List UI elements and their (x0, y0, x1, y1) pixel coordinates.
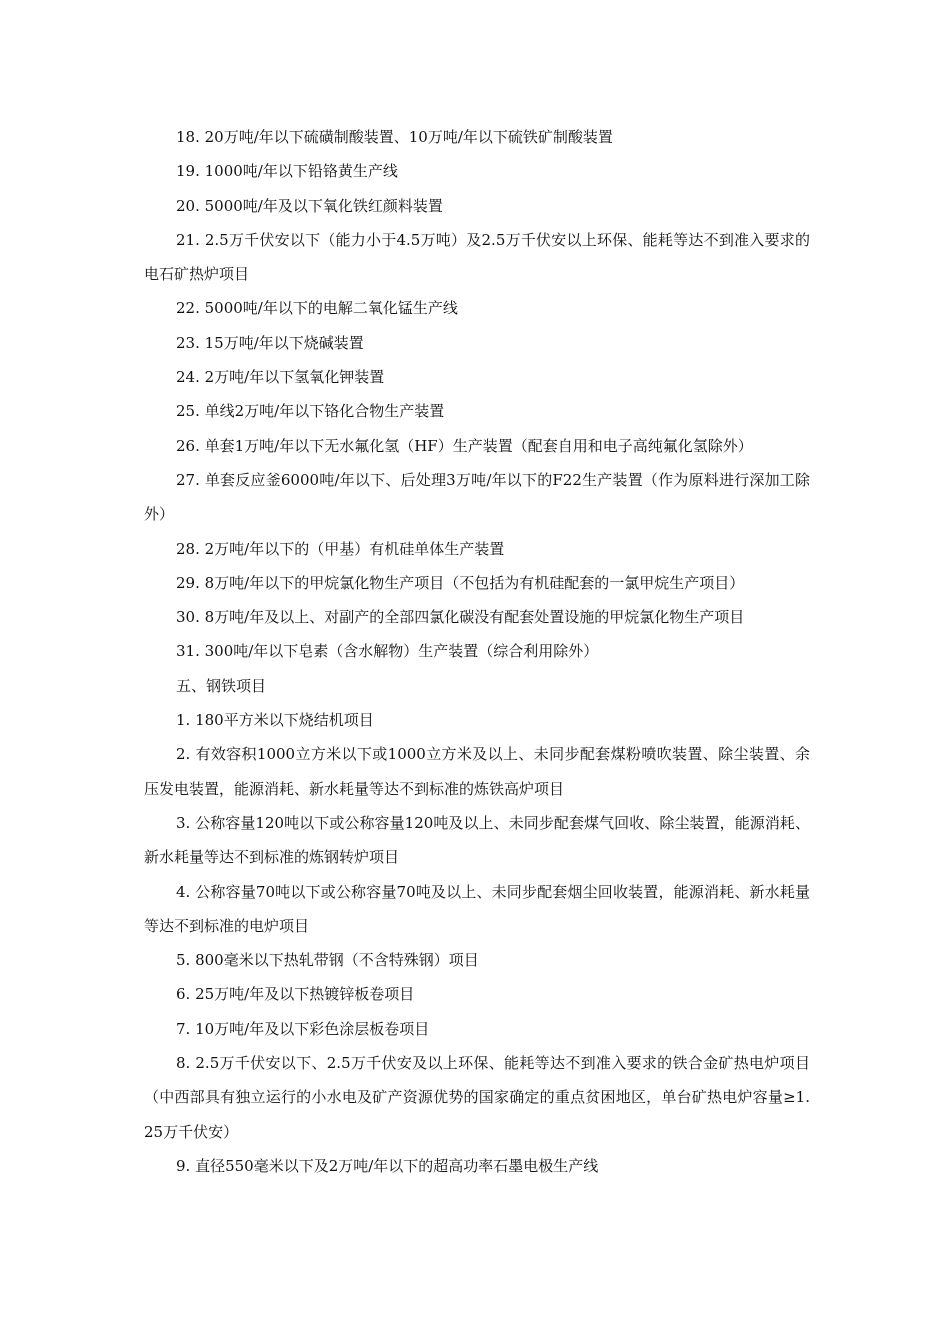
item-31: 31. 300吨/年以下皂素（含水解物）生产装置（综合利用除外） (176, 642, 599, 661)
item-21: 21. 2.5万千伏安以下（能力小于4.5万吨）及2.5万千伏安以上环保、能耗等达不到准入要求的电石矿热炉项目 (144, 230, 810, 284)
item-25: 25. 单线2万吨/年以下铬化合物生产装置 (176, 402, 445, 421)
section-heading-steel: 五、钢铁项目 (176, 676, 267, 695)
steel-item-7: 7. 10万吨/年及以下彩色涂层板卷项目 (176, 1019, 430, 1038)
document-body (144, 120, 810, 1183)
item-26: 26. 单套1万吨/年以下无水氟化氢（HF）生产装置（配套自用和电子高纯氟化氢除外） (176, 436, 753, 455)
steel-item-9: 9. 直径550毫米以下及2万吨/年以下的超高功率石墨电极生产线 (176, 1156, 599, 1175)
item-29: 29. 8万吨/年以下的甲烷氯化物生产项目（不包括为有机硅配套的一氯甲烷生产项目） (176, 573, 745, 592)
steel-item-3: 3. 公称容量120吨以下或公称容量120吨及以上、未同步配套煤气回收、除尘装置，能源消耗、新水耗量等达不到标准的炼钢转炉项目 (144, 813, 810, 867)
steel-item-5: 5. 800毫米以下热轧带钢（不含特殊钢）项目 (176, 951, 479, 970)
steel-item-2: 2. 有效容积1000立方米以下或1000立方米及以上、未同步配套煤粉喷吹装置、除尘装置、余压发电装置，能源消耗、新水耗量等达不到标准的炼铁高炉项目 (144, 745, 810, 798)
steel-item-8: 8. 2.5万千伏安以下、2.5万千伏安及以上环保、能耗等达不到准入要求的铁合金矿热电炉项目（中西部具有独立运行的小水电及矿产资源优势的国家确定的重点贫困地区，单台矿热电炉容量≥1.25万千伏安） (144, 1054, 810, 1141)
item-23: 23. 15万吨/年以下烧碱装置 (176, 333, 364, 352)
item-18: 18. 20万吨/年以下硫磺制酸装置、10万吨/年以下硫铁矿制酸装置 (176, 128, 613, 146)
item-30: 30. 8万吨/年及以上、对副产的全部四氯化碳没有配套处置设施的甲烷氯化物生产项目 (176, 608, 745, 627)
steel-item-6: 6. 25万吨/年及以下热镀锌板卷项目 (176, 985, 415, 1004)
item-28: 28. 2万吨/年以下的（甲基）有机硅单体生产装置 (176, 539, 505, 558)
steel-item-1: 1. 180平方米以下烧结机项目 (176, 711, 374, 730)
item-27: 27. 单套反应釜6000吨/年以下、后处理3万吨/年以下的F22生产装置（作为原料进行深加工除外） (144, 470, 810, 524)
item-20: 20. 5000吨/年及以下氧化铁红颜料装置 (176, 196, 443, 215)
item-19: 19. 1000吨/年以下铅铬黄生产线 (176, 162, 398, 181)
item-22: 22. 5000吨/年以下的电解二氧化锰生产线 (176, 299, 458, 318)
item-24: 24. 2万吨/年以下氢氧化钾装置 (176, 368, 385, 387)
steel-item-4: 4. 公称容量70吨以下或公称容量70吨及以上、未同步配套烟尘回收装置，能源消耗、新水耗量等达不到标准的电炉项目 (144, 882, 810, 935)
